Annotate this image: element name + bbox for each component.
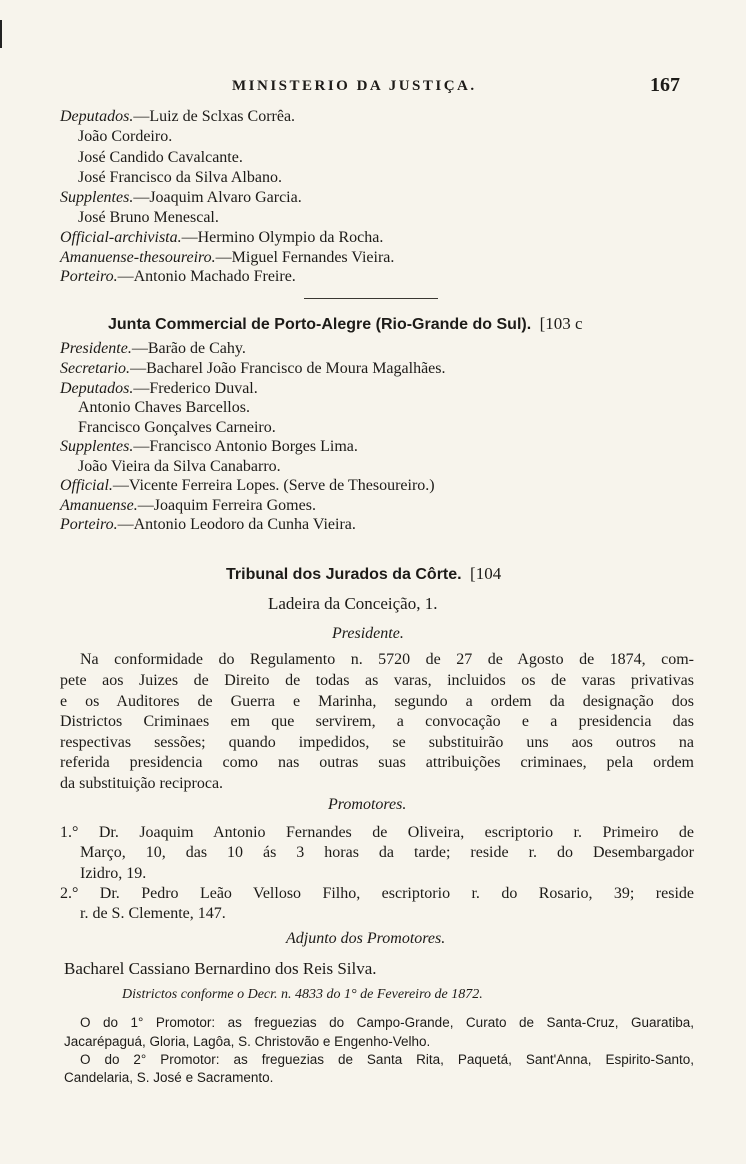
page-edge-mark [0, 20, 2, 48]
promotor-line: Izidro, 19. [80, 865, 147, 882]
promotor-line: 2.° Dr. Pedro Leão Velloso Filho, escriptorio r. do Rosario, 39; reside [60, 885, 694, 902]
section-divider [304, 298, 438, 299]
paragraph-line: e os Auditores de Guerra e Marinha, segundo a ordem da designação dos [60, 693, 694, 710]
subheading-adjunto: Adjunto dos Promotores. [286, 930, 446, 947]
paragraph-line: da substituição reciproca. [60, 775, 224, 792]
paragraph-line: Districtos Criminaes em que servirem, a convocação e a presidencia das [60, 713, 694, 730]
entry-line: Porteiro.—Antonio Machado Freire. [60, 268, 296, 285]
entry-line: Deputados.—Frederico Duval. [60, 380, 258, 397]
adjunto-name: Bacharel Cassiano Bernardino dos Reis Silva. [64, 959, 377, 978]
entry-line: Secretario.—Bacharel João Francisco de Moura Magalhães. [60, 360, 446, 377]
page-number: 167 [650, 74, 680, 96]
entry-line: Antonio Chaves Barcellos. [78, 399, 250, 416]
paragraph-line: Na conformidade do Regulamento n. 5720 de 27 de Agosto de 1874, com- [80, 651, 694, 668]
paragraph-line: pete aos Juizes de Direito de todas as varas, incluidos os de varas privativas [60, 672, 694, 689]
entry-line: Presidente.—Barão de Cahy. [60, 340, 246, 357]
district-line: O do 2° Promotor: as freguezias de Santa Rita, Paquetá, Sant'Anna, Espirito-Santo, [80, 1052, 694, 1067]
entry-line: João Vieira da Silva Canabarro. [78, 458, 281, 475]
district-line: O do 1° Promotor: as freguezias do Campo-Grande, Curato de Santa-Cruz, Guaratiba, [80, 1015, 694, 1030]
paragraph-line: referida presidencia como nas outras suas attribuições criminaes, pela ordem [60, 754, 694, 771]
subheading-presidente: Presidente. [332, 625, 404, 642]
section-heading: Junta Commercial de Porto-Alegre (Rio-Grande do Sul). [103 c [108, 314, 583, 333]
entry-line: João Cordeiro. [78, 128, 173, 145]
entry-line: Porteiro.—Antonio Leodoro da Cunha Vieira. [60, 516, 356, 533]
section-heading: Tribunal dos Jurados da Côrte. [104 [226, 564, 502, 583]
entry-line: Amanuense-thesoureiro.—Miguel Fernandes Vieira. [60, 249, 395, 266]
entry-line: José Bruno Menescal. [78, 209, 219, 226]
entry-line: José Francisco da Silva Albano. [78, 169, 282, 186]
entry-line: Official-archivista.—Hermino Olympio da Rocha. [60, 229, 384, 246]
entry-line: Official.—Vicente Ferreira Lopes. (Serve de Thesoureiro.) [60, 477, 435, 494]
entry-line: Deputados.—Luiz de Sclxas Corrêa. [60, 108, 296, 125]
entry-line: Francisco Gonçalves Carneiro. [78, 419, 276, 436]
promotor-line: 1.° Dr. Joaquim Antonio Fernandes de Oliveira, escriptorio r. Primeiro de [60, 824, 694, 841]
entry-line: Amanuense.—Joaquim Ferreira Gomes. [60, 497, 316, 514]
running-header: MINISTERIO DA JUSTIÇA. [232, 78, 477, 94]
subheading-promotores: Promotores. [328, 796, 407, 813]
entry-line: Supplentes.—Francisco Antonio Borges Lima. [60, 438, 358, 455]
address-line: Ladeira da Conceição, 1. [268, 594, 438, 613]
district-line: Jacarépaguá, Gloria, Lagôa, S. Christovão e Engenho-Velho. [64, 1034, 431, 1049]
paragraph-line: respectivas sessões; quando impedidos, se substituirão uns aos outros na [60, 734, 694, 751]
promotor-line: Março, 10, das 10 ás 3 horas da tarde; reside r. do Desembargador [80, 844, 694, 861]
entry-line: José Candido Cavalcante. [78, 149, 243, 166]
promotor-line: r. de S. Clemente, 147. [80, 905, 226, 922]
entry-line: Supplentes.—Joaquim Alvaro Garcia. [60, 189, 302, 206]
districtos-heading: Districtos conforme o Decr. n. 4833 do 1° de Fevereiro de 1872. [122, 987, 483, 1002]
district-line: Candelaria, S. José e Sacramento. [64, 1070, 274, 1085]
